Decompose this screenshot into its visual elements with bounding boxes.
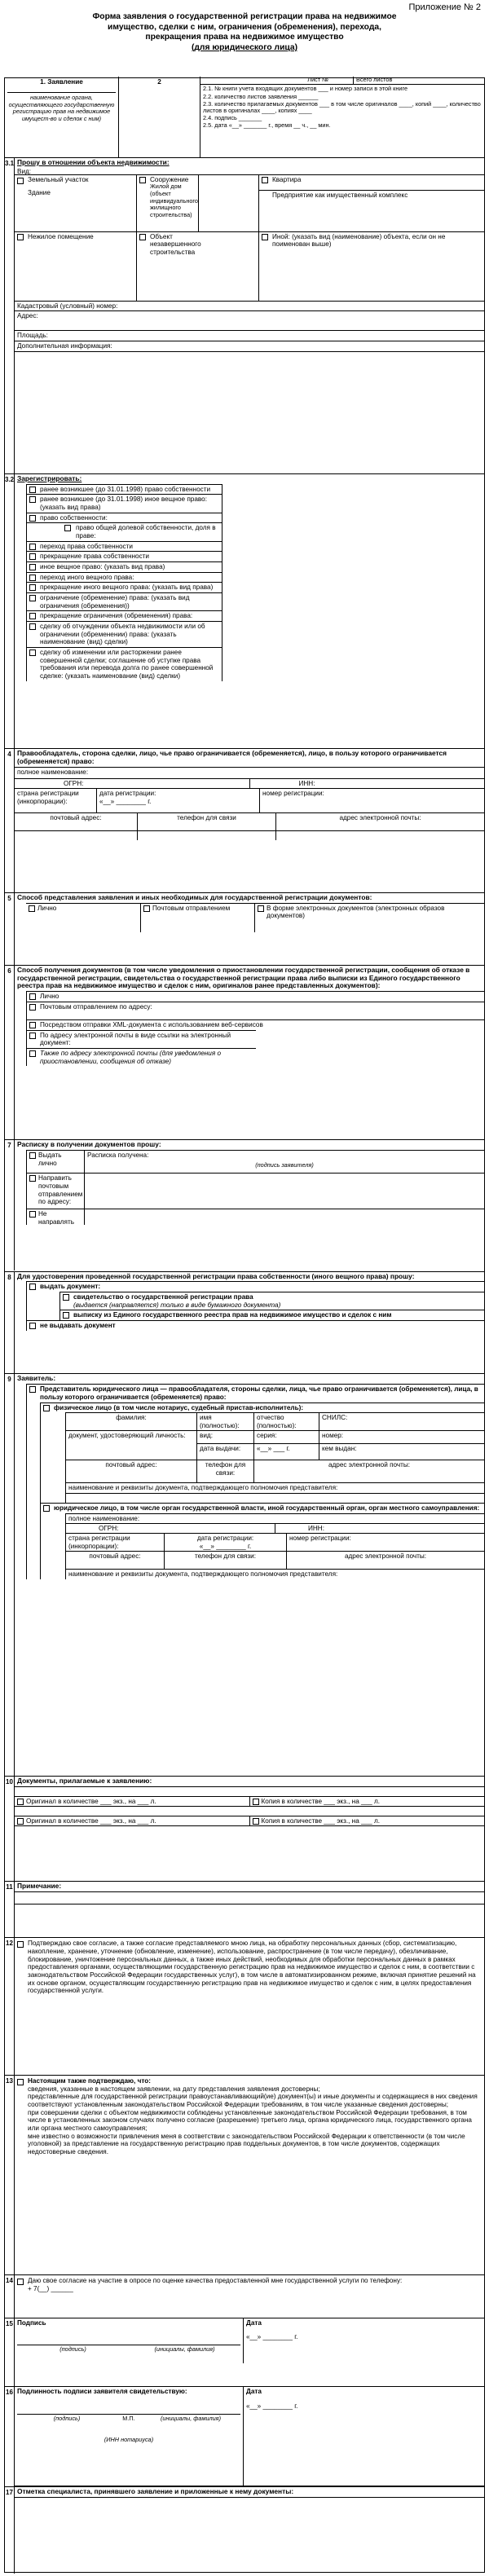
section-10 [5, 1776, 484, 1881]
name-field[interactable]: имя (полностью): [196, 1413, 253, 1430]
receipt-post[interactable] [27, 1174, 84, 1209]
section-number: 16 [5, 2387, 15, 2486]
issue-document[interactable] [27, 1281, 484, 1292]
book-entry-field[interactable]: 2.1. № книги учета входящих документов ___ и номер записи в этой книге [203, 85, 408, 93]
checkbox[interactable] [29, 1033, 36, 1039]
attached-doc-name[interactable] [15, 1806, 484, 1816]
notary-signature[interactable] [15, 2387, 243, 2486]
attached-doc-name[interactable] [15, 1825, 484, 1835]
field-label: Расписка получена: [87, 1151, 149, 1160]
checkbox[interactable] [29, 1022, 36, 1028]
section-7 [5, 1139, 484, 1270]
section-13 [5, 2075, 484, 2274]
option-label: выписку из Единого государственного реестра прав на недвижимое имущество и сделок с ним [73, 1311, 392, 1319]
option-label: выдать документ: [40, 1283, 101, 1291]
option-label: Копия в количестве ___ экз., на ___ л. [261, 1798, 381, 1806]
section-6 [5, 965, 484, 1140]
option-label: Оригинал в количестве ___ экз., на ___ л. [26, 1798, 156, 1806]
date-time-field[interactable]: 2.5. дата «__» _______ г., время __ ч., __ мин. [203, 121, 331, 129]
option-early-other-right[interactable] [27, 494, 222, 512]
applicant-signature[interactable] [15, 2318, 243, 2363]
option-amend-deal[interactable] [27, 647, 222, 681]
note-line[interactable] [15, 1891, 484, 1904]
title-line: имущество, сделки с ним, ограничения (обременения), перехода, [108, 22, 381, 32]
receive-post[interactable] [27, 1002, 484, 1019]
checkbox[interactable] [262, 234, 268, 240]
application-form [4, 77, 485, 2573]
section-number: 6 [5, 966, 15, 1140]
signature-date[interactable] [243, 2318, 484, 2363]
surname-field[interactable]: фамилия: [116, 1414, 147, 1422]
reg-number-field[interactable]: номер регистрации: [286, 1534, 484, 1551]
statement-number: 2 [119, 77, 200, 156]
section-15 [5, 2318, 484, 2386]
appendix-number: Приложение № 2 [408, 2, 481, 12]
total-sheets-field[interactable]: Всего листов [356, 76, 393, 84]
date-template: «__» ________ г. [246, 2333, 298, 2341]
checkbox[interactable] [29, 905, 35, 912]
additional-info-field[interactable]: Дополнительная информация: [15, 341, 484, 351]
form-title [0, 12, 489, 53]
notary-date[interactable] [243, 2387, 484, 2486]
section-title: Заявитель: [17, 1374, 56, 1383]
attached-doc-name[interactable] [15, 1786, 484, 1796]
signature-field[interactable]: 2.4. подпись _______ [203, 113, 262, 121]
checkbox[interactable] [29, 993, 36, 1000]
country-field[interactable]: страна регистрации (инкорпорации): [68, 1535, 130, 1550]
kind-label-enterprise: Предприятие как имущественный комплекс [259, 190, 484, 200]
option-label: прекращение права собственности [40, 553, 149, 561]
initials-hint: (инициалы, фамилия) [160, 2414, 222, 2422]
checkbox[interactable] [29, 1175, 36, 1182]
option-label: Представитель юридического лица — правообладателя, стороны сделки, лица, чье право ограничивается (обременяется), лица, в пользу которого ограничивается (обременяется) право: [40, 1385, 478, 1401]
kind-land[interactable] [15, 175, 137, 232]
field-label: вид: [200, 1432, 213, 1440]
checkbox[interactable] [258, 905, 264, 912]
sheet-number-field[interactable]: Лист № [200, 77, 354, 84]
survey-consent: Даю свое согласие на участие в опросе по оценке качества предоставленной мне государственной услуги по телефону: [28, 2277, 403, 2285]
checkbox[interactable] [29, 564, 36, 570]
option-alienation-deal[interactable] [27, 621, 222, 647]
checkbox[interactable] [253, 1818, 259, 1825]
kind-structure[interactable] [137, 175, 259, 232]
signature-hint: (подпись) [53, 2414, 81, 2422]
receipt-personal[interactable] [27, 1151, 84, 1173]
country-field[interactable]: страна регистрации (инкорпорации): [17, 790, 79, 805]
receive-xml[interactable] [27, 1019, 484, 1030]
section-title: Прошу в отношении объекта недвижимости: [17, 157, 170, 166]
authority-hint: наименование органа, осуществляющего государственную регистрацию прав на недвижимое имущест-во и сделок с ним) [8, 94, 115, 122]
section-title: Примечание: [17, 1882, 62, 1891]
confirmation-item: при совершении сделки с объектом недвижимости соблюдены установленные законодательством Российской Федерации требования, в том числе в установленных законом случаях получено согласие (разрешение) третьего лица, органа юридического лица, государственного органа или органа местного самоуправления; [28, 2108, 472, 2132]
section-14 [5, 2274, 484, 2317]
email-field[interactable]: адрес электронной почты: [253, 1460, 484, 1482]
checkbox[interactable] [29, 1323, 36, 1329]
receive-personal[interactable] [27, 991, 484, 1002]
section-number: 7 [5, 1140, 15, 1270]
note-line[interactable] [15, 1904, 484, 1916]
option-label: Лично [40, 993, 59, 1001]
option-label: не выдавать документ [40, 1322, 116, 1330]
checkbox[interactable] [29, 584, 36, 591]
inn-field[interactable]: ИНН: [275, 1524, 484, 1533]
issued-by-label: кем выдан: [319, 1443, 484, 1454]
applicant-legal-entity[interactable] [41, 1503, 484, 1513]
attached-original[interactable] [15, 1816, 249, 1825]
registration-options [26, 484, 484, 681]
field-label: дата регистрации: [196, 1535, 254, 1543]
confirmation-item: представленные для государственной регистрации правоустанавливающий(ие) документ(ы) и иные документы и содержащиеся в них сведения соответствуют установленным законодательством Российской Федерации требованиям, в том числе указанные сведения достоверны; [28, 2093, 478, 2108]
checkbox[interactable] [29, 575, 36, 581]
phone-field[interactable]: телефон для связи: [196, 1460, 253, 1482]
checkbox[interactable] [139, 177, 146, 183]
receive-email-link[interactable] [27, 1030, 256, 1048]
checkbox[interactable] [17, 1818, 24, 1825]
option-label: физическое лицо (в том числе нотариус, судебный пристав-исполнитель): [54, 1403, 304, 1411]
email-field[interactable]: адрес электронной почты: [286, 1552, 484, 1569]
option-label: По адресу электронной почты в виде ссылки на электронный документ: [40, 1031, 231, 1047]
kind-label-building: Здание [28, 189, 51, 197]
checkbox[interactable] [43, 1405, 50, 1411]
documents-count-field[interactable]: 2.3. количество прилагаемых документов ___ в том числе оригиналов ____, копий ____, количество листов в оригиналах ____, копиях ____ [203, 99, 481, 115]
header-block [5, 77, 484, 156]
option-label: Почтовым отправлением [152, 904, 231, 912]
section-number: 5 [5, 893, 15, 965]
object-kind-grid [15, 174, 484, 301]
checkbox[interactable] [17, 1799, 24, 1805]
section-title: Способ получения документов (в том числе уведомления о приостановлении государственной регистрации, сообщения об отказе в государственной регистрации, свидетельства о государственной регистрации права либо выписки из Единого государственного реестра прав на недвижимое имущество и сделок с ним, оригиналов ранее представленных документов): [17, 965, 470, 990]
inn-field[interactable]: ИНН: [249, 779, 485, 788]
signature-title: Подпись [17, 2318, 46, 2327]
section-number: 4 [5, 749, 15, 892]
section-number: 15 [5, 2318, 15, 2386]
checkbox[interactable] [29, 553, 36, 560]
kind-label-flat: Квартира [272, 175, 302, 183]
survey-checkbox[interactable] [17, 2279, 24, 2285]
field-label: полное наименование: [17, 768, 89, 777]
section-9 [5, 1373, 484, 1776]
checkbox[interactable] [29, 595, 36, 601]
checkbox[interactable] [29, 1211, 36, 1218]
option-label: иное вещное право: (указать вид права) [40, 563, 165, 571]
consent-checkbox[interactable] [17, 1941, 24, 1948]
section-number: 13 [5, 2076, 15, 2274]
option-encumbrance[interactable] [27, 592, 222, 610]
post-address-field[interactable]: почтовый адрес: [105, 1461, 157, 1469]
receive-email-notice[interactable] [27, 1048, 256, 1066]
checkbox[interactable] [29, 515, 36, 522]
post-address-field[interactable]: почтовый адрес: [89, 1552, 141, 1561]
section-number: 11 [5, 1882, 15, 1937]
checkbox[interactable] [29, 650, 36, 656]
option-label: переход иного вещного права: [40, 573, 134, 581]
section-title: Отметка специалиста, принявшего заявление и приложенные к нему документы: [17, 2486, 294, 2495]
registration-meta [200, 77, 484, 156]
option-label: Почтовым отправлением по адресу: [40, 1003, 152, 1011]
option-terminate-encumbrance[interactable] [27, 610, 222, 621]
reg-date-field[interactable] [96, 789, 259, 812]
title-subtitle: (для юридического лица) [191, 42, 298, 52]
ogrn-field[interactable]: ОГРН: [99, 1525, 119, 1533]
checkbox[interactable] [29, 1284, 36, 1290]
section-title: Способ представления заявления и иных необходимых для государственной регистрации документов: [17, 892, 372, 901]
notary-inn-hint: (ИНН нотариуса) [104, 2436, 154, 2444]
signature-hint: (подпись) [59, 2345, 86, 2354]
phone-field[interactable]: телефон для связи: [164, 1552, 286, 1569]
checkbox[interactable] [63, 1312, 69, 1319]
option-label: Посредством отправки XML-документа с использованием веб-сервисов [40, 1021, 263, 1029]
checkbox[interactable] [64, 525, 71, 531]
initials-hint: (инициалы, фамилия) [154, 2345, 215, 2354]
section-title: Правообладатель, сторона сделки, лицо, чье право ограничивается (обременяется), лицо, в пользу которого ограничивается (обременяется) право: [17, 749, 447, 766]
section-number: 17 [5, 2487, 15, 2574]
kind-label: Вид: [17, 167, 32, 175]
submit-post[interactable] [140, 904, 254, 932]
authority-doc-field[interactable]: наименование и реквизиты документа, подтверждающего полномочия представителя: [66, 1569, 484, 1579]
confirmation-item: сведения, указанные в настоящем заявлении, на дату представления заявления достоверны; [28, 2085, 320, 2093]
option-transfer-ownership[interactable] [27, 541, 222, 552]
option-label: свидетельство о государственной регистрации права [73, 1293, 253, 1301]
cadastral-number-field[interactable]: Кадастровый (условный) номер: [15, 301, 484, 311]
section-title: Зарегистрировать: [17, 473, 82, 482]
kind-premises[interactable] [15, 232, 137, 302]
id-doc-number[interactable] [319, 1431, 484, 1460]
option-terminate-other-right[interactable] [27, 582, 222, 592]
option-label: переход права собственности [40, 542, 133, 550]
full-name-field[interactable]: полное наименование: [66, 1513, 484, 1524]
area-field[interactable]: Площадь: [15, 330, 484, 341]
option-label: В форме электронных документов (электронных образов документов) [267, 904, 445, 920]
no-document[interactable] [27, 1320, 484, 1331]
section-11 [5, 1881, 484, 1937]
title-line: Форма заявления о государственной регистрации права на недвижимое [92, 12, 397, 21]
section-8 [5, 1271, 484, 1374]
section-title: Документы, прилагаемые к заявлению: [17, 1777, 152, 1786]
attached-original[interactable] [15, 1797, 249, 1806]
option-label: сделку об отчуждении объекта недвижимости или об ограничении (обременении) права: (указать наименование (вид) сделки) [40, 623, 205, 646]
kind-label-unfinished: Объект незавершенного строительства [150, 232, 201, 256]
receipt-none[interactable] [27, 1209, 84, 1225]
section-16 [5, 2386, 484, 2486]
checkbox[interactable] [29, 1050, 36, 1057]
ogrn-field[interactable]: ОГРН: [64, 780, 84, 788]
section-12 [5, 1937, 484, 2075]
personal-data-consent: Подтверждаю свое согласие, а также согласие представляемого мною лица, на обработку персональных данных (сбор, систематизацию, накопление, хранение, уточнение (обновление, изменение), использование, распространение (в том числе передачу), обезличивание, блокирование, уничтожение персональных данных, а также иных действий, необходимых для обработки персональных данных в рамках предоставления органами, осуществляющими государственную регистрацию прав на недвижимое имущество и сделок с ним, в соответствии с законодательством Российской Федерации государственных услуг), в том числе в автоматизированном режиме, включая принятие решений на их основе органом, осуществляющим государственную регистрацию прав на недвижимое имущество и сделок с ним, в целях предоставления государственной услуги. [28, 1940, 476, 1995]
specialist-mark-field[interactable] [15, 2497, 484, 2515]
kind-label-land: Земельный участок [28, 175, 89, 183]
date-template: «__» ___ г. [254, 1443, 319, 1454]
full-name-field[interactable] [15, 767, 484, 778]
option-label: ранее возникшее (до 31.01.1998) право собственности [40, 485, 211, 493]
option-other-right[interactable] [27, 561, 222, 572]
section-title: Настоящим также подтверждаю, что: [28, 2076, 151, 2085]
post-address-field[interactable]: почтовый адрес: [50, 814, 102, 822]
section-number: 14 [5, 2275, 15, 2317]
option-shared-ownership[interactable] [27, 522, 222, 540]
patronymic-field[interactable]: отчество (полностью): [253, 1413, 319, 1430]
snils-field[interactable]: СНИЛС: [319, 1413, 484, 1430]
section-17 [5, 2486, 484, 2574]
field-label: дата регистрации: [99, 790, 156, 798]
section-4 [5, 748, 484, 892]
applicant-natural-person[interactable] [41, 1402, 484, 1413]
additional-info-blank[interactable] [15, 351, 484, 366]
section-title: Расписку в получении документов прошу: [17, 1140, 161, 1149]
date-title: Дата [246, 2387, 262, 2395]
stamp-placeholder: М.П. [122, 2414, 135, 2422]
option-label: ограничение (обременение) права: (указать вид ограничения (обременения)) [40, 594, 190, 610]
issue-certificate[interactable] [60, 1292, 484, 1310]
checkbox[interactable] [63, 1294, 69, 1301]
checkbox[interactable] [139, 234, 146, 240]
date-template: «__» ________ г. [199, 1542, 252, 1550]
option-transfer-other-right[interactable] [27, 572, 222, 583]
issue-date-label: дата выдачи: [197, 1443, 253, 1454]
option-label: Лично [37, 904, 57, 912]
checkbox[interactable] [43, 1505, 50, 1512]
checkbox[interactable] [17, 178, 24, 184]
reg-number-field[interactable]: номер регистрации: [259, 789, 484, 812]
option-label: ранее возникшее (до 31.01.1998) иное вещное право: (указать вид права) [40, 495, 207, 511]
checkbox[interactable] [29, 613, 36, 619]
checkbox[interactable] [29, 496, 36, 503]
submit-electronic[interactable] [254, 904, 484, 932]
option-ownership[interactable] [27, 513, 222, 523]
kind-label-structure: Сооружение [150, 175, 189, 183]
checkbox[interactable] [29, 1004, 36, 1011]
title-line: прекращения права на недвижимое имущество [145, 33, 344, 42]
section-3-2 [5, 473, 484, 748]
section-number: 8 [5, 1272, 15, 1374]
checkbox[interactable] [253, 1799, 259, 1805]
field-label: номер: [322, 1432, 344, 1440]
option-label: прекращение иного вещного права: (указать вид права) [40, 583, 214, 592]
option-label: право собственности: [40, 513, 108, 522]
kind-other[interactable] [259, 232, 484, 302]
kind-unfinished[interactable] [137, 232, 259, 302]
attached-copy[interactable] [249, 1816, 485, 1825]
reg-date-field[interactable] [164, 1534, 286, 1551]
date-template: «__» ________ г. [246, 2402, 298, 2410]
date-title: Дата [246, 2318, 262, 2327]
id-doc-series[interactable] [253, 1431, 319, 1460]
option-label: юридическое лицо, в том числе орган государственной власти, иной государственный орган, орган местного самоуправления: [54, 1504, 480, 1512]
email-field[interactable]: адрес электронной почты: [275, 813, 484, 830]
section-number: 3.1 [5, 158, 15, 473]
receipt-received[interactable] [84, 1151, 484, 1173]
option-label: Выдать лично [38, 1151, 62, 1167]
confirmation-item: мне известно о возможности привлечения меня в соответствии с законодательством Российской Федерации к ответственности (в том числе уголовной) за представление на государственную регистрацию прав поддельных документов, в том числе документов, содержащих недостоверные сведения. [28, 2132, 465, 2155]
option-label: прекращение ограничения (обременения) права: [40, 612, 193, 620]
section-number: 12 [5, 1938, 15, 2075]
option-early-ownership[interactable] [27, 484, 222, 495]
signature-hint: (подпись заявителя) [255, 1161, 314, 1169]
section-number: 9 [5, 1374, 15, 1776]
option-label: Копия в количестве ___ экз., на ___ л. [261, 1817, 381, 1825]
authority-doc-field[interactable]: наименование и реквизиты документа, подтверждающего полномочия представителя: [66, 1482, 484, 1493]
option-label: право общей долевой собственности, доля в праве: [76, 524, 216, 540]
checkbox[interactable] [29, 544, 36, 550]
submit-personal[interactable] [26, 904, 140, 932]
checkbox[interactable] [262, 177, 268, 183]
kind-flat[interactable] [259, 175, 484, 232]
applicant-representative[interactable] [27, 1384, 484, 1402]
checkbox[interactable] [17, 234, 24, 240]
authority-doc-blank[interactable] [66, 1493, 484, 1503]
id-document-label: документ, удостоверяющий личность: [68, 1432, 186, 1440]
kind-label-other: Иной: (указать вид (наименование) объекта, если он не поименован выше) [272, 232, 446, 249]
option-label: Оригинал в количестве ___ экз., на ___ л. [26, 1817, 156, 1825]
section-number: 3.2 [5, 474, 15, 748]
kind-label-housing: Жилой дом (объект индивидуального жилищного строительства) [150, 183, 198, 218]
option-terminate-ownership[interactable] [27, 551, 222, 561]
attached-copy[interactable] [249, 1797, 485, 1806]
address-field[interactable]: Адрес: [15, 310, 484, 330]
kind-label-premises: Нежилое помещение [28, 232, 94, 240]
sheets-count-field[interactable]: 2.2. количество листов заявления ______ [203, 93, 319, 101]
checkbox[interactable] [29, 487, 36, 493]
section-number: 10 [5, 1777, 15, 1881]
option-label: сделку об изменении или расторжении ранее совершенной сделки; соглашение об уступке права требования или перевода долга по ранее совершенной сделке: (указать наименование (вид) сделки) [40, 649, 214, 680]
checkbox[interactable] [29, 1152, 36, 1159]
checkbox[interactable] [143, 905, 150, 912]
section-5 [5, 892, 484, 965]
notary-title: Подлинность подписи заявителя свидетельствую: [17, 2387, 187, 2395]
option-label: Направить почтовым отправлением по адресу: [38, 1174, 83, 1206]
issue-extract[interactable] [60, 1310, 484, 1320]
date-template: «__» ________ г. [99, 797, 152, 805]
statement-cell [5, 77, 119, 156]
option-label: Также по адресу электронной почты (для уведомления о приостановлении, сообщения об отказе) [40, 1050, 222, 1065]
statement-label: 1. Заявление [40, 78, 83, 86]
option-hint: (выдается (направляется) только в виде бумажного документа) [73, 1301, 281, 1309]
confirmation-checkbox[interactable] [17, 2079, 24, 2085]
field-label: серия: [257, 1432, 277, 1440]
checkbox[interactable] [29, 623, 36, 630]
id-doc-kind[interactable] [196, 1431, 253, 1460]
section-3-1 [5, 157, 484, 473]
checkbox[interactable] [29, 1386, 36, 1393]
survey-phone-field[interactable]: + 7(__) ______ [28, 2285, 73, 2293]
phone-field[interactable]: телефон для связи [137, 813, 275, 830]
option-label: Не направлять [38, 1210, 75, 1226]
section-title: Для удостоверения проведенной государственной регистрации права собственности (иного вещного права) прошу: [17, 1271, 415, 1280]
